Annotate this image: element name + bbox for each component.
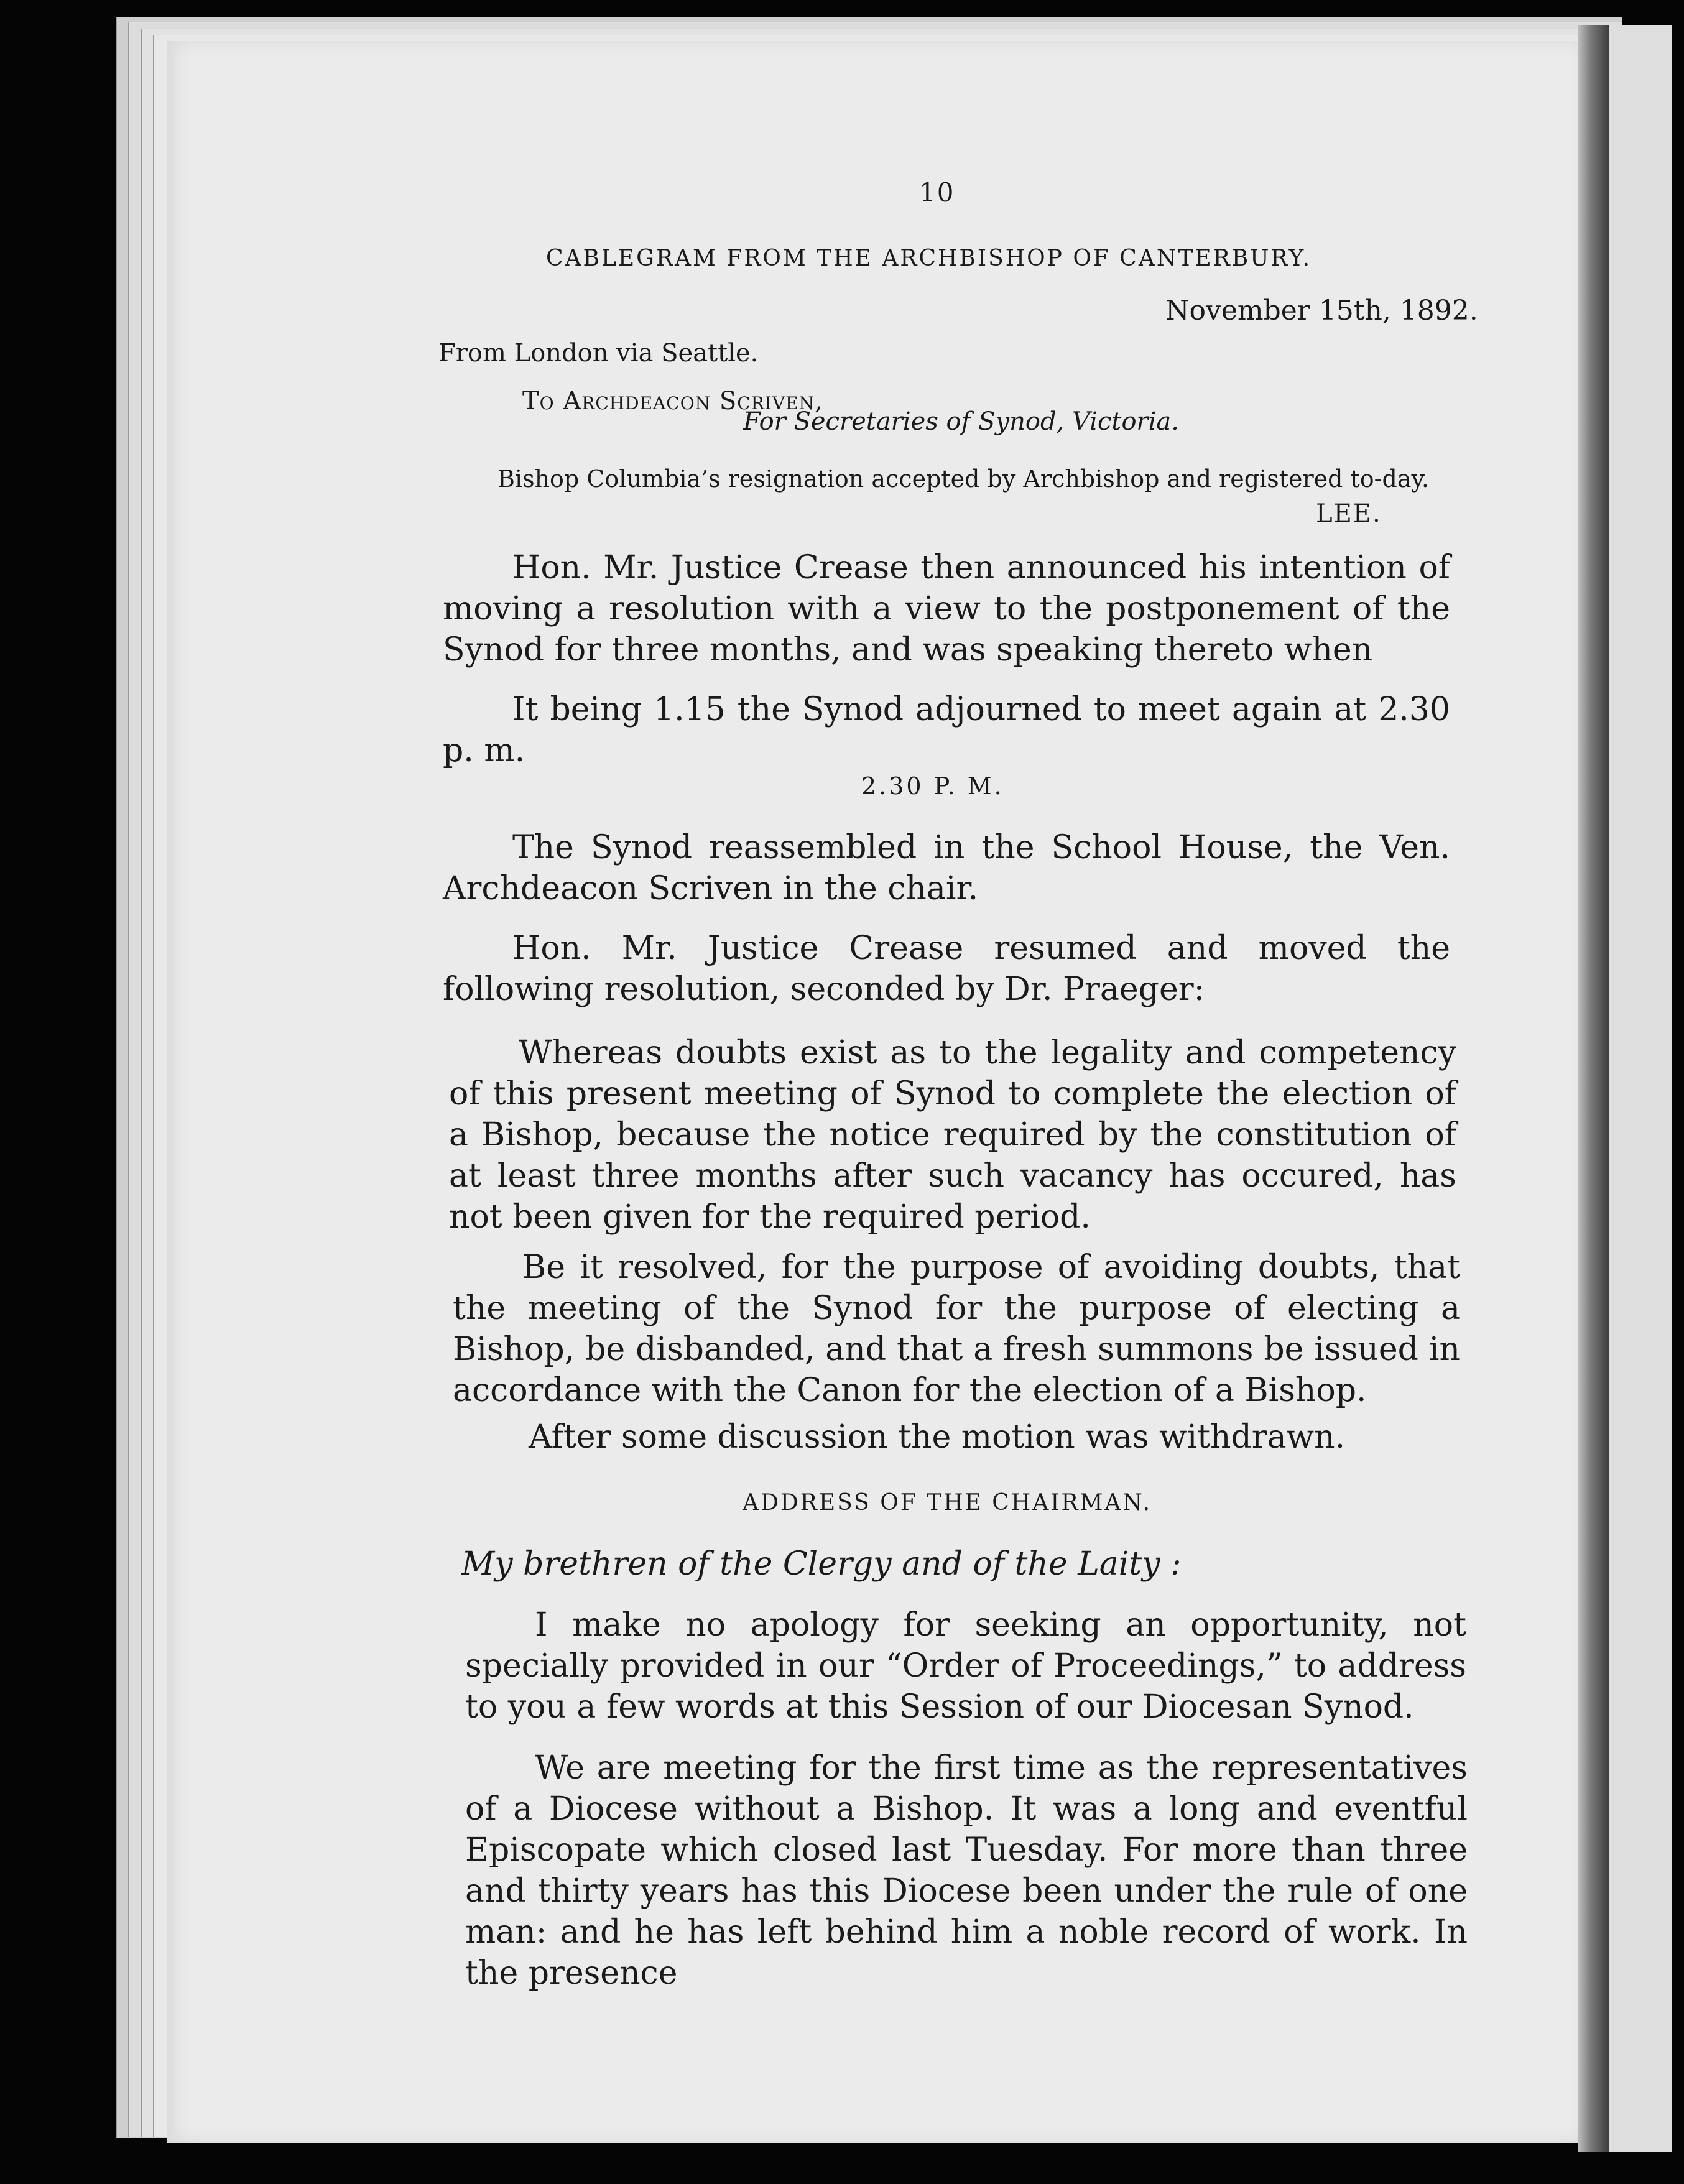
next-page-edge	[1609, 25, 1672, 2152]
cablegram-to: To Archdeacon Scriven,	[522, 387, 823, 415]
cablegram-body: Bishop Columbia’s resignation accepted by Archbishop and registered to-day.	[497, 465, 1429, 493]
cablegram-date: November 15th, 1892.	[1165, 295, 1478, 326]
cablegram-signature: LEE.	[1316, 499, 1382, 528]
paragraph-crease-announcement: Hon. Mr. Justice Crease then announced his intention of moving a resolution with a view to the postponement of the Synod for three months, and was speaking thereto when	[443, 549, 1450, 669]
paragraph-whereas: Whereas doubts exist as to the legality and competency of this present meeting of Synod to complete the election of a Bishop, because the notice required by the constitution of at least three months after such vacancy has occured, has not been given for the required period.	[449, 1034, 1456, 1236]
paragraph-reassembled: The Synod reassembled in the School House, the Ven. Archdeacon Scriven in the chair.	[443, 829, 1450, 907]
cablegram-for: For Secretaries of Synod, Victoria.	[743, 407, 1179, 436]
paragraph-no-apology: I make no apology for seeking an opportunity, not specially provided in our “Order of Proceedings,” to address to you a few words at this Session of our Diocesan Synod.	[465, 1606, 1466, 1726]
time-heading: 2.30 P. M.	[861, 772, 1004, 800]
paragraph-resolution-moved: Hon. Mr. Justice Crease resumed and moved the following resolution, seconded by Dr. Praeger:	[443, 930, 1450, 1008]
cablegram-from: From London via Seattle.	[438, 339, 759, 368]
paragraph-motion-withdrawn: After some discussion the motion was withdrawn.	[529, 1418, 1346, 1456]
book-gutter	[1578, 25, 1609, 2152]
cablegram-heading: CABLEGRAM FROM THE ARCHBISHOP OF CANTERBURY.	[546, 246, 1312, 271]
paragraph-be-it-resolved: Be it resolved, for the purpose of avoiding doubts, that the meeting of the Synod for the purpose of electing a Bishop, be disbanded, and that a fresh summons be issued in accordance with the Canon for the election of a Bishop.	[453, 1249, 1460, 1409]
address-salutation: My brethren of the Clergy and of the Laity :	[461, 1545, 1182, 1583]
page-number: 10	[919, 177, 955, 208]
paragraph-adjournment: It being 1.15 the Synod adjourned to meet again at 2.30 p. m.	[443, 691, 1450, 769]
paragraph-diocese-without-bishop: We are meeting for the first time as the representatives of a Diocese without a Bishop. It was a long and eventful Episcopate which closed last Tuesday. For more than three and thirty years has this Diocese been under the rule of one man: and he has left behind him a noble record of work. In the presence	[465, 1749, 1468, 1992]
address-heading: ADDRESS OF THE CHAIRMAN.	[743, 1490, 1152, 1515]
